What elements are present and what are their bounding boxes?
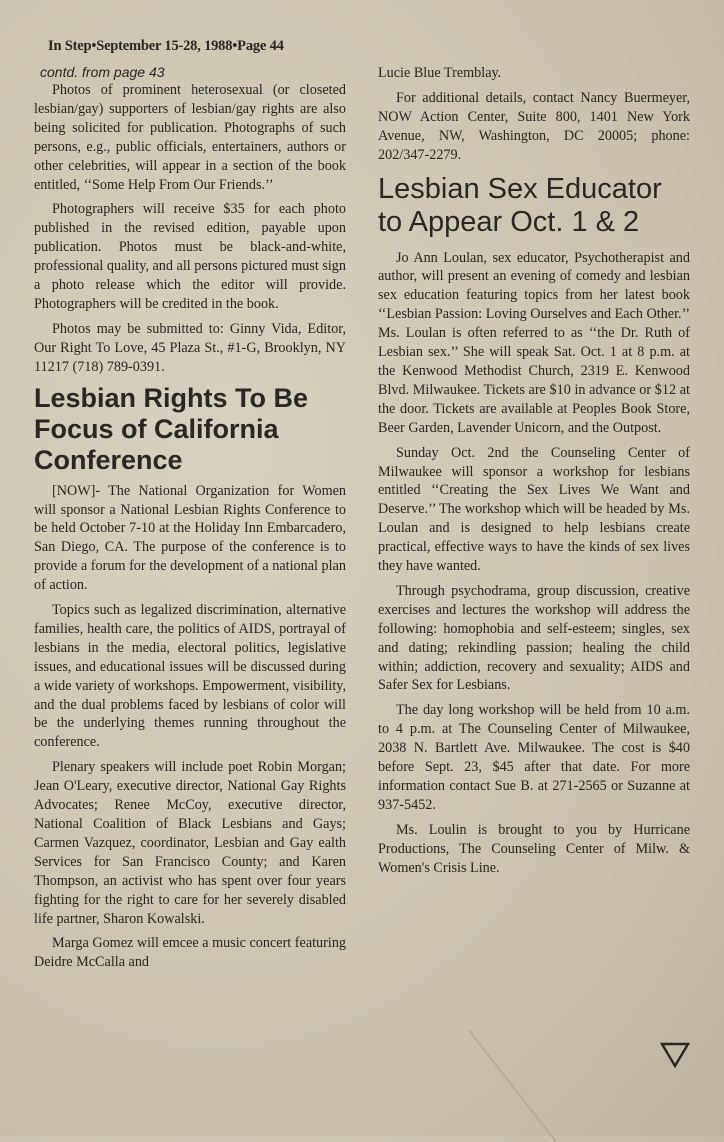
right-column: [378, 64, 690, 884]
article-paragraph: Marga Gomez will emcee a music concert featuring Deidre McCalla and: [34, 935, 347, 971]
paper-fold-crease: [468, 1030, 556, 1142]
article-paragraph: The day long workshop will be held from 10 a.m. to 4 p.m. at The Counseling Center of Milwaukee, 2038 N. Bartlett Ave. Milwaukee. The cost is $40 before Sept. 23, $45 after that date. For more information contact Sue B. at 271-2565 or Suzanne at 937-5452.: [378, 702, 690, 813]
article-paragraph: Sunday Oct. 2nd the Counseling Center of Milwaukee will sponsor a workshop for lesbians entitled ‘‘Creating the Sex Lives We Want and Deserve.’’ The workshop which will be headed by Ms. Loulan and is designed to help lesbians create practical, effective ways to have the kinds of sex lives they have wanted.: [378, 444, 690, 575]
headline-sex-educator: Lesbian Sex Educator to Appear Oct. 1 & 2: [378, 172, 662, 238]
continued-note: contd. from page 43: [40, 64, 165, 80]
article-paragraph: For additional details, contact Nancy Buermeyer, NOW Action Center, Suite 800, 1401 New York Avenue, NW, Washington, DC 20005; phone: 202/347-2279.: [378, 89, 690, 163]
article-paragraph: [NOW]- The National Organization for Women will sponsor a National Lesbian Rights Conference to be held October 7-10 at the Holiday Inn Embarcadero, San Diego, CA. The purpose of the conference is to provide a forum for the development of a national plan of action.: [34, 482, 346, 594]
article-paragraph: Topics such as legalized discrimination, alternative families, health care, the politics of AIDS, portrayal of lesbians in the media, electoral politics, legislative issues, and educational issues will be discussed during a wide variety of workshops. Empowerment, visibility, and the dual problems faced by lesbians of color will be the underlying themes running throughout the conference.: [34, 602, 346, 751]
article-paragraph: Plenary speakers will include poet Robin Morgan; Jean O'Leary, executive director, National Gay Rights Advocates; Renee McCoy, executive director, National Coalition of Black Lesbians and Gays; Carmen Vazquez, coordinator, Lesbian and Gay ealth Services for San Francisco County; and Karen Thompson, an activist who has spent over four years fighting for the right to care for her severely disabled life partner, Sharon Kowalski.: [34, 759, 346, 927]
article-paragraph: Photos of prominent heterosexual (or closeted lesbian/gay) supporters of lesbian/gay rights are also being solicited for publication. Photographs of such persons, e.g., public officials, entertainers, authors or other celebrities, will appear in a section of the book entitled, ‘‘Some Help From Our Friends.’’: [34, 82, 346, 193]
article-paragraph: Ms. Loulin is brought to you by Hurricane Productions, The Counseling Center of Milw. & Women's Crisis Line.: [378, 821, 690, 876]
page-header: In Step•September 15-28, 1988•Page 44: [48, 38, 284, 54]
left-column: [34, 64, 346, 978]
article-paragraph: Photos may be submitted to: Ginny Vida, Editor, Our Right To Love, 45 Plaza St., #1-G, Brooklyn, NY 11217 (718) 789-0391.: [34, 320, 346, 375]
article-paragraph: Photographers will receive $35 for each photo published in the revised edition, payable upon publication. Photos must be black-and-white, professional quality, and all persons pictured must sign a photo release which the editor will provide. Photographers will be credited in the book.: [34, 201, 346, 312]
down-triangle-icon: [660, 1042, 690, 1068]
headline-california-conference: Lesbian Rights To Be Focus of California Conference: [34, 382, 309, 475]
article-paragraph: Lucie Blue Tremblay.: [378, 65, 502, 81]
article-paragraph: Jo Ann Loulan, sex educator, Psychotherapist and author, will present an evening of comedy and lesbian sex education featuring topics from her latest book ‘‘Lesbian Passion: Loving Ourselves and Each Other.’’ Ms. Loulan is often referred to as ‘‘the Dr. Ruth of Lesbian sex.’’ She will speak Sat. Oct. 1 at 8 p.m. at the Kenwood Methodist Church, 2319 E. Kenwood Blvd. Milwaukee. Tickets are $10 in advance or $12 at the door. Tickets are available at Peoples Book Store, Beer Garden, Lavender Unicorn, and the Outpost.: [378, 249, 690, 436]
article-paragraph: Through psychodrama, group discussion, creative exercises and lectures the workshop will address the following: homophobia and self-esteem; singles, sex and dating; rekindling passion; healing the child within; addiction, recovery and sexuality; AIDS and Safer Sex for Lesbians.: [378, 582, 690, 694]
